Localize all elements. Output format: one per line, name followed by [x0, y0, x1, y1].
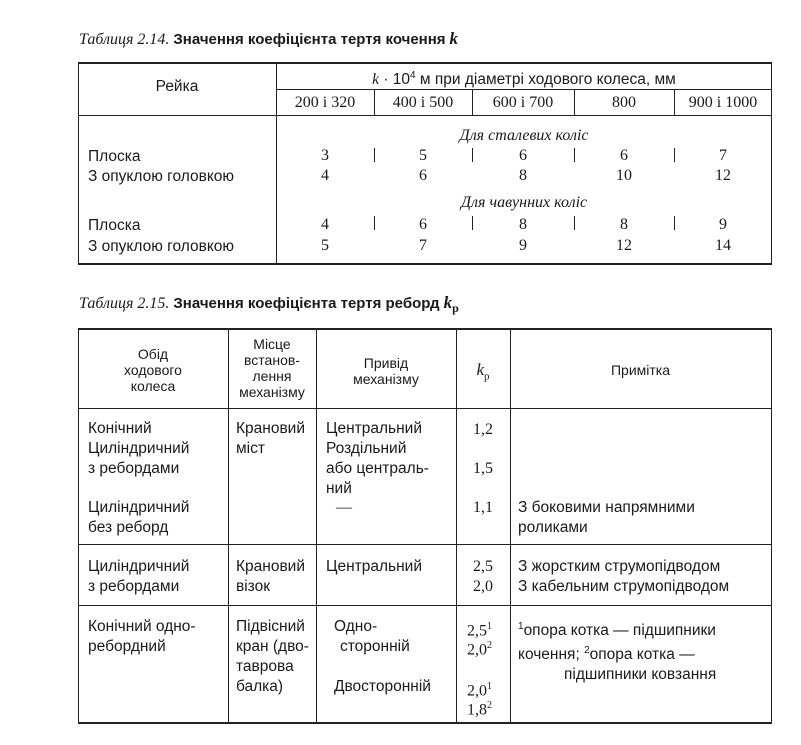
diameter-header: 200 і 320 [294, 94, 356, 111]
cell: 8 [519, 216, 527, 233]
header-kp: $k_р$ [476, 360, 490, 383]
row-label: З опуклою головкою [88, 238, 235, 255]
cell: 8 [620, 216, 628, 233]
col-rail-header: Рейка [155, 78, 199, 95]
diameter-header: 800 [612, 94, 636, 111]
cell: 12 [715, 167, 731, 184]
section-title: Для сталевих коліс [459, 127, 589, 144]
cell: 5 [419, 147, 427, 164]
g3-drive2: Двосторонній [334, 678, 431, 695]
table1-caption: Таблиця 2.14. Значення коефіцієнта тертя кочення k [79, 29, 459, 48]
g3-kp: $2,0^1$ [467, 681, 492, 700]
g2-place: Крановий візок [236, 558, 306, 595]
diameter-header: 600 і 700 [492, 94, 554, 111]
cell: 9 [719, 216, 727, 233]
header-rim: Обід ходового колеса [124, 346, 182, 394]
g3-drive1: Одно- сторонній [334, 618, 410, 655]
cell: 3 [321, 147, 329, 164]
g1-kp: 1,2 [473, 421, 493, 438]
row-label: Плоска [88, 217, 141, 234]
g2-drive: Центральний [326, 558, 422, 575]
g3-note: $^1$опора котка — підшипники кочення; $^2$опора котка — підшипники ковзання [518, 621, 717, 684]
g1-drive3: — [336, 499, 352, 516]
cell: 9 [519, 237, 527, 254]
g2-kp: 2,5 [473, 558, 493, 575]
g1-kp: 1,1 [473, 499, 493, 516]
cell: 7 [719, 147, 727, 164]
section-title: Для чавунних коліс [460, 194, 588, 211]
diameter-header: 400 і 500 [392, 94, 454, 111]
g3-rim: Конічний одно- ребордний [88, 618, 196, 655]
cell: 14 [715, 237, 731, 254]
header-note: Примітка [610, 362, 671, 378]
row-label: Плоска [88, 148, 141, 165]
g1-drive2: Роздільний або централь- ний [326, 440, 429, 497]
cell: 8 [519, 167, 527, 184]
table2-caption: Таблиця 2.15. Значення коефіцієнта тертя реборд $k_р$ [79, 293, 459, 315]
header-drive: Привід механізму [353, 355, 419, 387]
cell: 6 [419, 167, 427, 184]
cell: 4 [321, 167, 329, 184]
g1-place: Крановий міст [236, 420, 306, 457]
g1-drive1: Центральний [326, 420, 422, 437]
g3-kp: $2,5^1$ [467, 621, 492, 640]
g1-note: З боковими напрямними роликами [518, 499, 695, 536]
cell: 7 [419, 237, 427, 254]
g2-notes: З жорстким струмопідводом З кабельним струмопідводом [518, 558, 730, 595]
cell: 4 [321, 216, 329, 233]
diameter-header: 900 і 1000 [688, 94, 758, 111]
g3-place: Підвісний кран (дво- таврова балка) [236, 618, 309, 695]
g1-rim: Конічний Циліндричний з ребордами [88, 420, 190, 477]
g2-kp: 2,0 [473, 578, 493, 595]
group-header: $k \cdot 10^4$ м при діаметрі ходового колеса, мм [372, 70, 676, 89]
cell: 10 [616, 167, 632, 184]
g3-kp: $1,8^2$ [467, 700, 492, 719]
cell: 6 [519, 147, 527, 164]
cell: 5 [321, 237, 329, 254]
g1-kp: 1,5 [473, 460, 493, 477]
row-label: З опуклою головкою [88, 168, 235, 185]
g2-rim: Циліндричний з ребордами [88, 558, 190, 595]
header-place: Місце встанов- лення механізму [239, 336, 305, 400]
cell: 12 [616, 237, 632, 254]
cell: 6 [419, 216, 427, 233]
g3-kp: $2,0^2$ [467, 640, 492, 659]
g1-rim2: Циліндричний без реборд [88, 499, 190, 536]
cell: 6 [620, 147, 628, 164]
